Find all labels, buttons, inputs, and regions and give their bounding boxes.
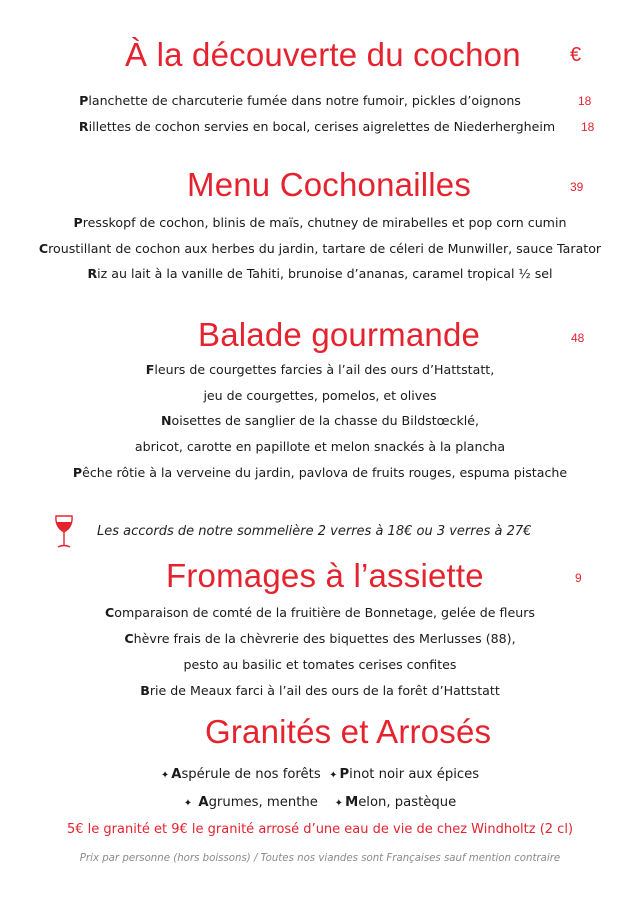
item-text: abricot, carotte en papillote et melon snackés à la plancha	[134, 439, 506, 454]
item-initial: M	[345, 795, 359, 810]
item-text: rie de Meaux farci à l’ail des ours de la forêt d’Hattstatt	[149, 683, 500, 698]
footer-note: Prix par personne (hors boissons) / Toutes nos viandes sont Françaises sauf mention contraire	[79, 853, 561, 864]
item-price: 18	[581, 120, 595, 134]
item-initial: P	[339, 767, 350, 782]
four-point-star-icon: ✦	[329, 770, 338, 781]
item-initial: N	[160, 413, 172, 428]
item-text: pesto au basilic et tomates cerises confites	[183, 657, 457, 672]
item-initial: R	[87, 266, 98, 281]
menu-item	[0, 241, 640, 256]
menu-item	[0, 119, 640, 134]
menu-item	[0, 465, 640, 480]
currency-symbol: €	[570, 44, 582, 66]
item-initial: B	[140, 683, 150, 698]
item-text: iz au lait à la vanille de Tahiti, brunoise d’ananas, caramel tropical ½ sel	[97, 266, 553, 281]
four-point-star-icon: ✦	[334, 798, 344, 809]
menu-item	[0, 215, 640, 230]
item-initial: R	[78, 119, 89, 134]
item-text: êche rôtie à la verveine du jardin, pavlova de fruits rouges, espuma pistache	[82, 465, 568, 480]
menu-item	[0, 439, 640, 454]
item-initial: P	[79, 93, 89, 108]
menu-item	[0, 93, 640, 108]
menu-item	[0, 388, 640, 403]
item-text: inot noir aux épices	[349, 767, 480, 782]
item-initial: A	[171, 767, 182, 782]
item-text: lanchette de charcuterie fumée dans notre fumoir, pickles d’oignons	[88, 93, 521, 108]
four-point-star-icon: ✦	[183, 798, 193, 809]
section-title-balade: Balade gourmande	[198, 316, 481, 353]
item-initial: P	[72, 465, 83, 480]
section-title-cochon: À la découverte du cochon	[125, 36, 521, 73]
item-text: resskopf de cochon, blinis de maïs, chutney de mirabelles et pop corn cumin	[82, 215, 567, 230]
item-initial: F	[145, 362, 155, 377]
item-text: jeu de courgettes, pomelos, et olives	[203, 388, 437, 403]
item-text: oisettes de sanglier de la chasse du Bildstœcklé,	[171, 413, 480, 428]
item-text: roustillant de cochon aux herbes du jardin, tartare de céleri de Munwiller, sauce Tarator	[48, 241, 602, 256]
menu-item	[0, 266, 640, 281]
section-title-granites: Granités et Arrosés	[205, 713, 492, 750]
item-text: omparaison de comté de la fruitière de Bonnetage, gelée de fleurs	[114, 605, 535, 620]
menu-item	[0, 605, 640, 620]
item-text: elon, pastèque	[358, 795, 457, 810]
section-price: 9	[575, 571, 582, 585]
item-text: illettes de cochon servies en bocal, cerises aigrelettes de Niederhergheim	[88, 119, 556, 134]
item-text: grumes, menthe	[208, 795, 318, 810]
section-title-cochonailles: Menu Cochonailles	[187, 166, 472, 203]
item-text: spérule de nos forêts	[181, 767, 321, 782]
granite-row	[0, 795, 640, 810]
sommelier-note: Les accords de notre sommelière 2 verres à 18€ ou 3 verres à 27€	[97, 524, 532, 539]
section-price: 48	[571, 331, 585, 345]
item-initial: P	[73, 215, 83, 230]
item-price: 18	[578, 94, 592, 108]
menu-item	[0, 631, 640, 646]
item-text: hèvre frais de la chèvrerie des biquettes des Merlusses (88),	[133, 631, 516, 646]
section-title-fromages: Fromages à l’assiette	[166, 557, 484, 594]
granite-row	[0, 767, 640, 782]
wine-glass-icon	[53, 514, 75, 550]
menu-item	[0, 413, 640, 428]
item-text: leurs de courgettes farcies à l’ail des ours d’Hattstatt,	[154, 362, 495, 377]
item-initial: A	[198, 795, 209, 810]
four-point-star-icon: ✦	[160, 770, 170, 781]
granite-pricing: 5€ le granité et 9€ le granité arrosé d’une eau de vie de chez Windholtz (2 cl)	[66, 822, 574, 837]
item-initial: C	[105, 605, 115, 620]
menu-item	[0, 657, 640, 672]
item-initial: C	[124, 631, 134, 646]
item-initial: C	[38, 241, 49, 256]
section-price: 39	[570, 180, 584, 194]
menu-item	[0, 683, 640, 698]
menu-item	[0, 362, 640, 377]
